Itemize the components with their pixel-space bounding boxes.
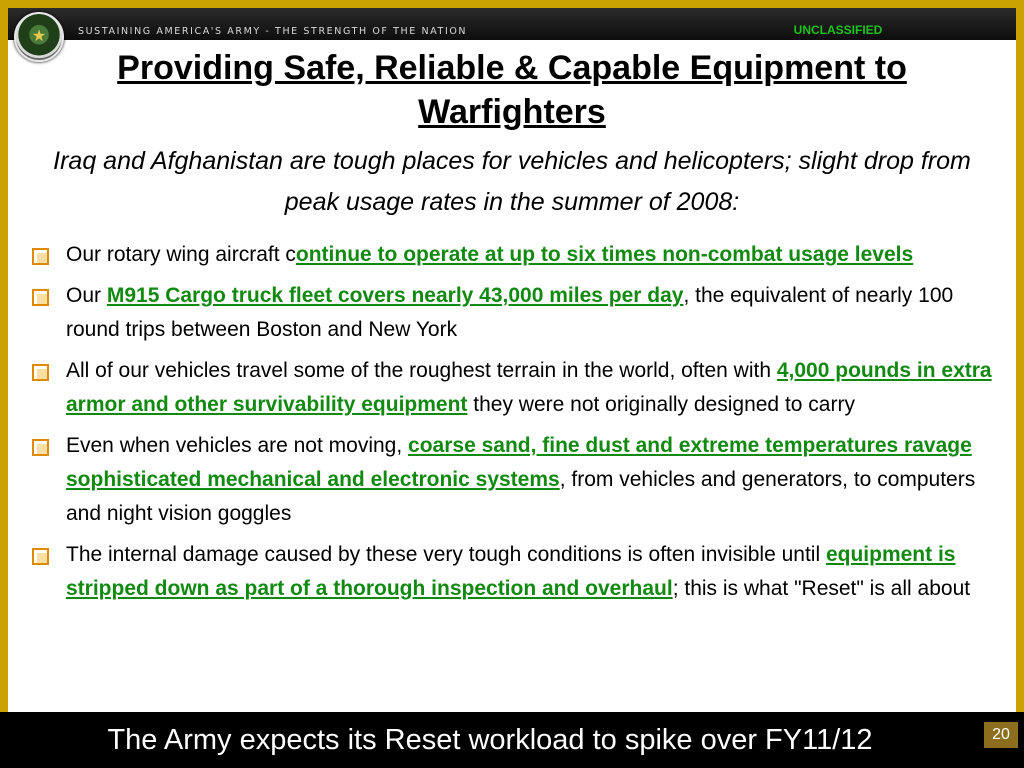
checkbox-bullet-icon (32, 248, 49, 265)
bullet-item (8, 538, 1016, 606)
bullet-highlight: coarse sand, fine dust and extreme temperatures ravage sophisticated mechanical and electronic systems (66, 434, 972, 491)
checkbox-bullet-icon (32, 364, 49, 381)
bullet-text: they were not originally designed to carry (467, 393, 855, 416)
bullet-item (8, 238, 1016, 272)
bullet-highlight: ontinue to operate at up to six times non-combat usage levels (295, 243, 914, 266)
bullet-item (8, 429, 1016, 531)
checkbox-bullet-icon (32, 289, 49, 306)
bullet-highlight: equipment is stripped down as part of a thorough inspection and overhaul (66, 543, 956, 600)
star-icon: ★ (31, 28, 47, 45)
bullet-highlight: M915 Cargo truck fleet covers nearly 43,000 miles per day (106, 284, 684, 307)
slide-content (8, 40, 1016, 712)
header-bar (8, 8, 1016, 40)
bullet-item (8, 354, 1016, 422)
checkbox-bullet-icon (32, 548, 49, 565)
header-slogan: SUSTAINING AMERICA'S ARMY - THE STRENGTH OF THE NATION (78, 26, 468, 37)
footer-bar (0, 712, 1024, 768)
bullet-highlight: 4,000 pounds in extra armor and other survivability equipment (66, 359, 992, 416)
classification-label: UNCLASSIFIED (793, 23, 883, 37)
bullet-text: Our rotary wing aircraft c (66, 243, 296, 266)
bullet-text: , the equivalent of nearly 100 round trips between Boston and New York (66, 284, 954, 341)
bullet-text: All of our vehicles travel some of the roughest terrain in the world, often with (66, 359, 777, 382)
bullet-text: Even when vehicles are not moving, (66, 434, 409, 457)
bullet-item (8, 279, 1016, 347)
checkbox-bullet-icon (32, 439, 49, 456)
page-number: 20 (984, 722, 1018, 748)
slide-title: Providing Safe, Reliable & Capable Equipment to Warfighters (117, 49, 907, 131)
bullet-text: ; this is what "Reset" is all about (672, 577, 971, 600)
bullet-text: Our (66, 284, 107, 307)
footer-text: The Army expects its Reset workload to spike over FY11/12 (107, 724, 873, 756)
bullet-text: , from vehicles and generators, to computers and night vision goggles (66, 468, 976, 525)
bullet-text: The internal damage caused by these very tough conditions is often invisible until (66, 543, 826, 566)
army-seal-icon (14, 12, 64, 62)
slide-subtitle: Iraq and Afghanistan are tough places for vehicles and helicopters; slight drop from peak usage rates in the summer of 2008: (53, 147, 971, 216)
bullet-list (8, 238, 1016, 613)
